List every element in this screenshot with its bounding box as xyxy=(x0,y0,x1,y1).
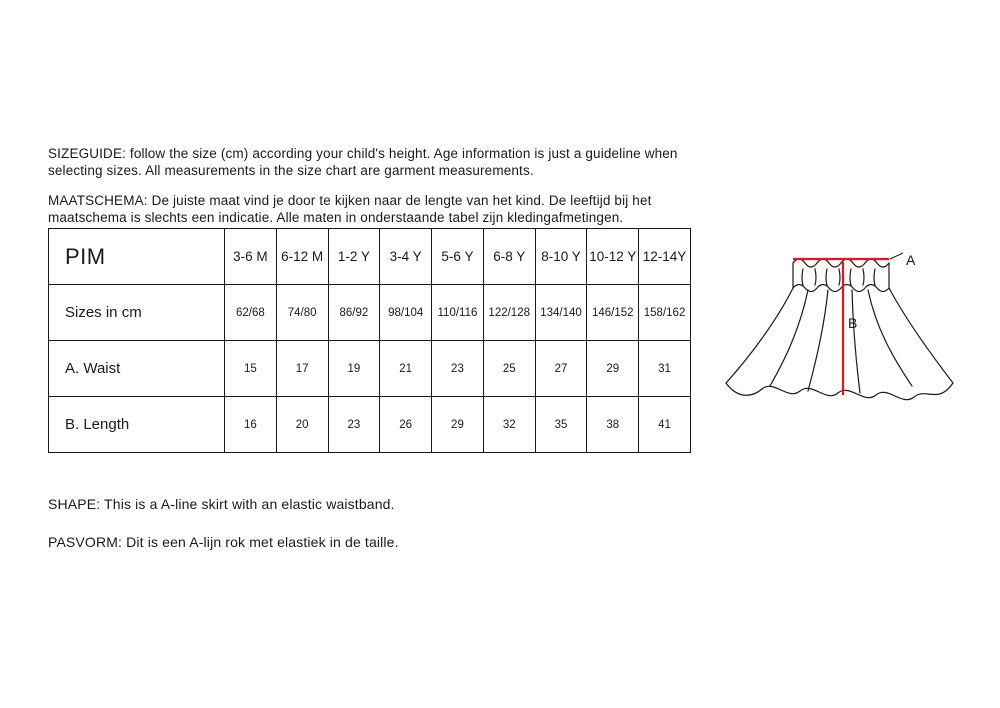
cell: 16 xyxy=(225,397,277,453)
brand-cell: PIM xyxy=(49,229,225,285)
col-header: 1-2 Y xyxy=(328,229,380,285)
col-header: 6-12 M xyxy=(276,229,328,285)
cell: 98/104 xyxy=(380,285,432,341)
shape-line xyxy=(48,496,720,512)
col-header: 3-6 M xyxy=(225,229,277,285)
cell: 25 xyxy=(483,341,535,397)
row-label: Sizes in cm xyxy=(49,285,225,341)
cell: 38 xyxy=(587,397,639,453)
col-header: 8-10 Y xyxy=(535,229,587,285)
cell: 31 xyxy=(639,341,691,397)
cell: 23 xyxy=(432,341,484,397)
cell: 20 xyxy=(276,397,328,453)
cell: 86/92 xyxy=(328,285,380,341)
skirt-waistband xyxy=(793,259,889,292)
cell: 17 xyxy=(276,341,328,397)
table-row-waist xyxy=(49,341,691,397)
cell: 19 xyxy=(328,341,380,397)
size-table xyxy=(48,228,691,453)
cell: 23 xyxy=(328,397,380,453)
maatschema-label: MAATSCHEMA: xyxy=(48,192,148,208)
cell: 146/152 xyxy=(587,285,639,341)
col-header: 12-14Y xyxy=(639,229,691,285)
cell: 122/128 xyxy=(483,285,535,341)
cell: 21 xyxy=(380,341,432,397)
cell: 41 xyxy=(639,397,691,453)
fold-line xyxy=(868,290,912,386)
cell: 29 xyxy=(587,341,639,397)
cell: 110/116 xyxy=(432,285,484,341)
shape-text: This is a A-line skirt with an elastic waistband. xyxy=(100,496,395,512)
cell: 134/140 xyxy=(535,285,587,341)
table-row-sizes xyxy=(49,285,691,341)
pasvorm-text: Dit is een A-lijn rok met elastiek in de taille. xyxy=(122,534,399,550)
maatschema-paragraph xyxy=(48,192,720,226)
skirt-illustration xyxy=(708,243,970,411)
col-header: 6-8 Y xyxy=(483,229,535,285)
label-b: B xyxy=(848,315,858,331)
cell: 26 xyxy=(380,397,432,453)
maatschema-text: De juiste maat vind je door te kijken naar de lengte van het kind. De leeftijd bij het maatschema is slechts een indicatie. Alle maten in onderstaande tabel zijn kledingafmetingen. xyxy=(48,192,652,225)
row-label: B. Length xyxy=(49,397,225,453)
cell: 15 xyxy=(225,341,277,397)
cell: 29 xyxy=(432,397,484,453)
cell: 35 xyxy=(535,397,587,453)
cell: 62/68 xyxy=(225,285,277,341)
sizeguide-paragraph xyxy=(48,145,720,179)
sizeguide-text: follow the size (cm) according your child's height. Age information is just a guideline when selecting sizes. All measurements in the size chart are garment measurements. xyxy=(48,145,678,178)
skirt-body xyxy=(726,288,953,400)
col-header: 3-4 Y xyxy=(380,229,432,285)
skirt-hem xyxy=(726,383,953,400)
table-header-row xyxy=(49,229,691,285)
fold-line xyxy=(852,290,860,393)
row-label: A. Waist xyxy=(49,341,225,397)
col-header: 10-12 Y xyxy=(587,229,639,285)
cell: 74/80 xyxy=(276,285,328,341)
pasvorm-line xyxy=(48,534,720,550)
sizeguide-label: SIZEGUIDE: xyxy=(48,145,127,161)
shape-label: SHAPE: xyxy=(48,496,101,512)
cell: 27 xyxy=(535,341,587,397)
cell: 32 xyxy=(483,397,535,453)
label-a: A xyxy=(906,252,916,268)
table-row-length xyxy=(49,397,691,453)
label-a-leader xyxy=(890,253,903,259)
cell: 158/162 xyxy=(639,285,691,341)
fold-line xyxy=(770,290,808,386)
col-header: 5-6 Y xyxy=(432,229,484,285)
pasvorm-label: PASVORM: xyxy=(48,534,123,550)
fold-line xyxy=(808,290,828,391)
skirt-diagram xyxy=(708,243,970,411)
